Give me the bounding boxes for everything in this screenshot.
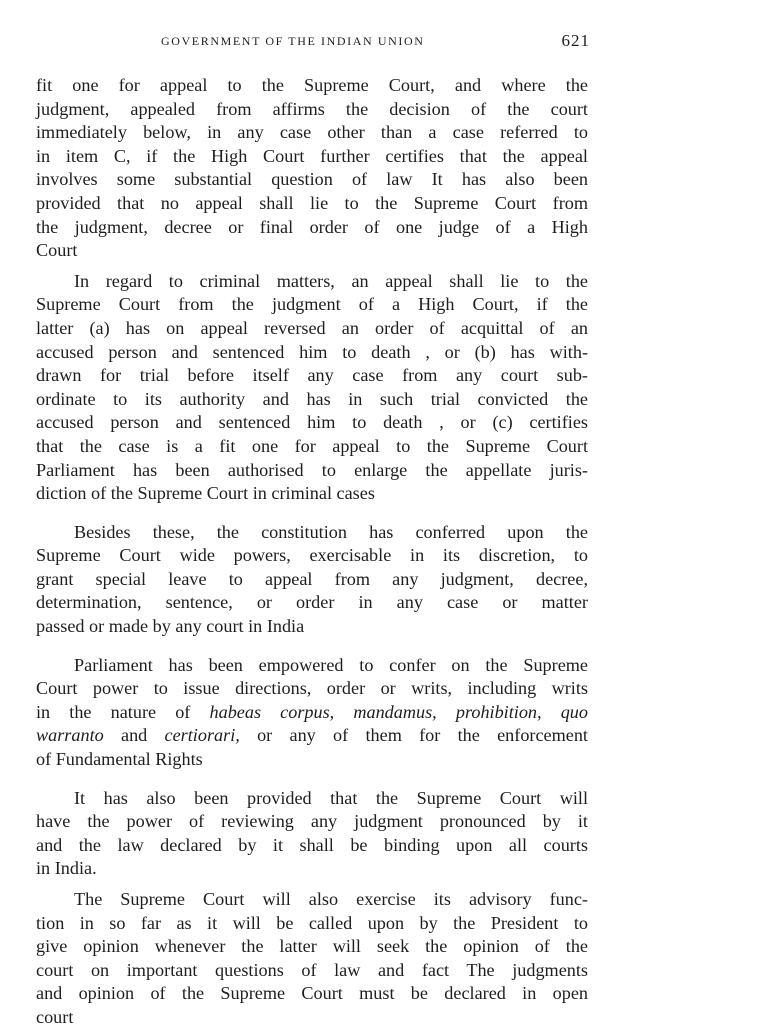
body-text <box>36 74 588 1030</box>
text-line: tion in so far as it will be called upon by the President to <box>36 912 588 933</box>
text-line: immediately below, in any case other than a case referred to <box>36 122 588 143</box>
text-line: Court power to issue directions, order or writs, including writs <box>36 678 588 699</box>
text-line: and the law declared by it shall be binding upon all courts <box>36 834 588 855</box>
text-line: in item C, if the High Court further certifies that the appeal <box>36 145 588 166</box>
text-line: drawn for trial before itself any case from any court sub- <box>36 365 588 386</box>
paragraph-review-power <box>36 787 588 881</box>
text-line: accused person and sentenced him to death , or (c) certifies <box>36 412 588 433</box>
paragraph-supreme-court-appeal-continued <box>36 74 588 263</box>
text-line: ordinate to its authority and has in such trial convicted the <box>36 388 588 409</box>
book-page <box>36 26 590 1027</box>
italic-writ-names: warranto <box>36 725 104 746</box>
text-line: Parliament has been empowered to confer on the Supreme <box>74 654 588 675</box>
paragraph-special-leave <box>36 521 588 639</box>
text-segment: in the nature of <box>36 701 210 722</box>
text-line: that the case is a fit one for appeal to the Supreme Court <box>36 435 588 456</box>
text-line <box>36 701 588 725</box>
text-line: grant special leave to appeal from any judgment, decree, <box>36 568 588 589</box>
text-line: The Supreme Court will also exercise its advisory func- <box>74 889 588 909</box>
italic-writ-names: certiorari, <box>164 725 240 746</box>
paragraph-criminal-matters <box>36 270 588 506</box>
text-segment: or any of them for the enforcement <box>239 725 588 746</box>
text-line: court <box>36 1006 74 1027</box>
text-line: It has also been provided that the Supreme Court will <box>74 787 588 808</box>
text-line: determination, sentence, or order in any case or matter <box>36 592 588 613</box>
text-line: provided that no appeal shall lie to the Supreme Court from <box>36 192 588 213</box>
text-line: Besides these, the constitution has conferred upon the <box>74 521 588 542</box>
paragraph-advisory-function <box>36 888 588 1030</box>
text-line: passed or made by any court in India <box>36 616 305 637</box>
text-line: of Fundamental Rights <box>36 749 203 770</box>
text-line <box>36 724 588 748</box>
text-line: Supreme Court from the judgment of a High Court, if the <box>36 294 588 315</box>
text-line: judgment, appealed from affirms the decision of the court <box>36 98 588 119</box>
text-line: Supreme Court wide powers, exercisable in its discretion, to <box>36 545 588 566</box>
text-line: In regard to criminal matters, an appeal shall lie to the <box>74 270 588 291</box>
text-segment: and <box>103 725 165 746</box>
text-line: give opinion whenever the latter will seek the opinion of the <box>36 936 588 957</box>
paragraph-writs <box>36 654 588 772</box>
text-line: latter (a) has on appeal reversed an order of acquittal of an <box>36 317 588 338</box>
running-head: GOVERNMENT OF THE INDIAN UNION <box>161 34 425 48</box>
text-line: court on important questions of law and fact The judgments <box>36 959 588 980</box>
text-line: fit one for appeal to the Supreme Court, and where the <box>36 75 588 95</box>
text-line: in India. <box>36 858 97 879</box>
text-line: have the power of reviewing any judgment pronounced by it <box>36 811 588 832</box>
text-line: Court <box>36 240 78 261</box>
text-line: and opinion of the Supreme Court must be declared in open <box>36 983 588 1004</box>
page-header <box>36 26 588 56</box>
page-number: 621 <box>561 31 590 50</box>
text-line: diction of the Supreme Court in criminal cases <box>36 483 375 504</box>
text-line: Parliament has been authorised to enlarge the appellate juris- <box>36 459 588 480</box>
text-line: the judgment, decree or final order of one judge of a High <box>36 216 588 237</box>
italic-writ-names: habeas corpus, mandamus, prohibition, quo <box>209 701 588 722</box>
text-line: accused person and sentenced him to death , or (b) has with- <box>36 341 588 362</box>
text-line: involves some substantial question of law It has also been <box>36 169 588 190</box>
